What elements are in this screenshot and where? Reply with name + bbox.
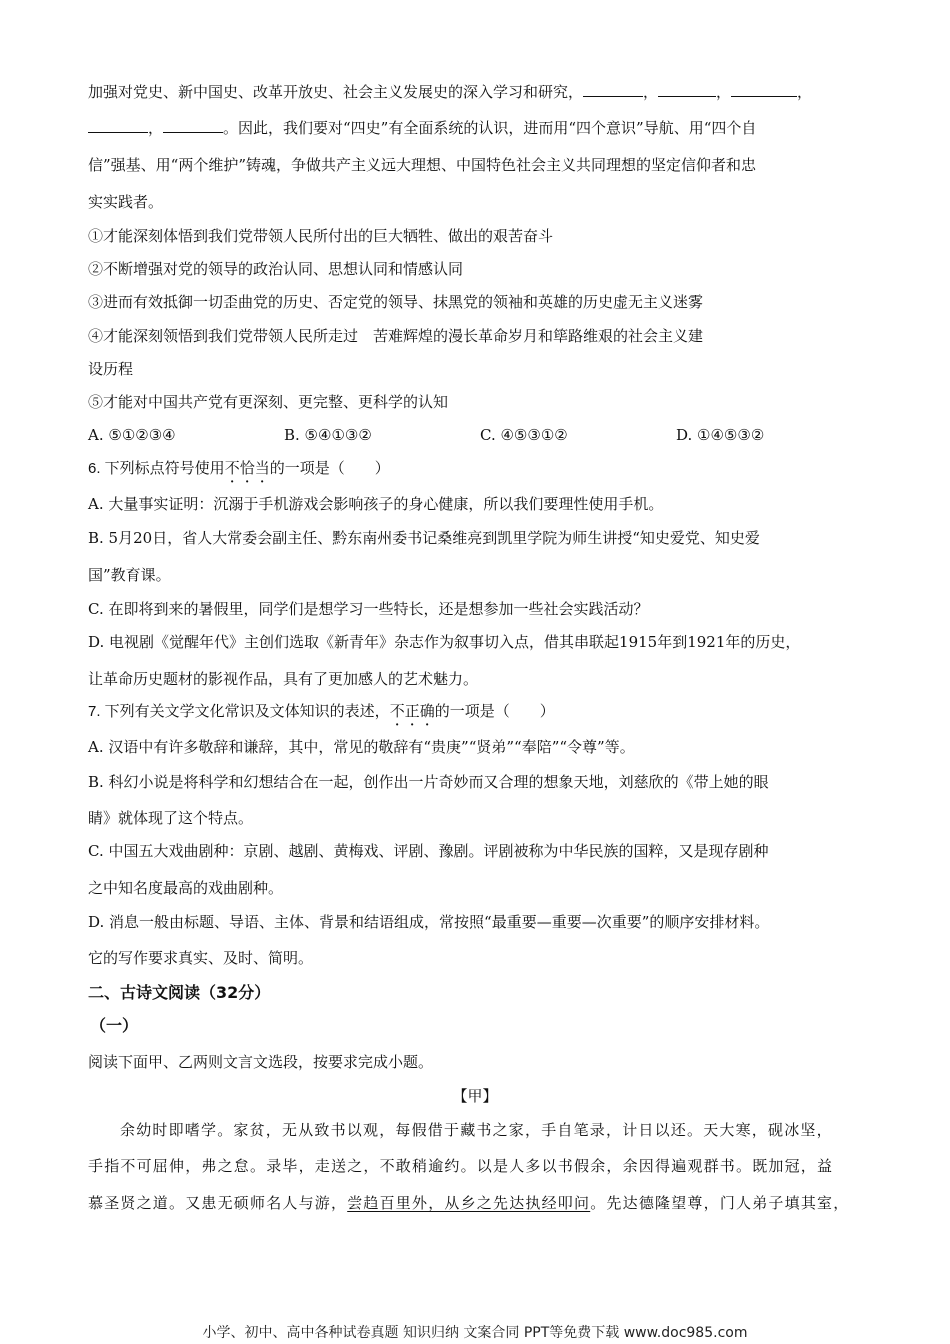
footer-watermark: 小学、初中、高中各种试卷真题 知识归纳 文案合同 PPT等免费下载 www.doc985.com [202,1325,748,1341]
subsection-title: （一） [90,1016,139,1035]
q6-stem: 6. 下列标点符号使用不恰当的一项是（ ） [88,460,390,477]
reading-instruction: 阅读下面甲、乙两则文言文选段，按要求完成小题。 [88,1053,434,1071]
answer-blank-5[interactable] [163,118,223,133]
item-2: ②不断增强对党的领导的政治认同、思想认同和情感认同 [88,260,464,278]
q7-emphasis: 不正确 [389,703,435,720]
q6-option-d[interactable]: D. 电视剧《觉醒年代》主创们选取《新青年》杂志作为叙事切入点，借其串联起1915年到1921年的历史， [88,633,801,651]
passage-line-2: 手指不可屈伸，弗之怠。录毕，走送之，不敢稍逾约。以是人多以书假余，余因得遍观群书。既加冠，益 [88,1157,834,1175]
q7-option-b-cont: 睛》就体现了这个特点。 [88,809,254,827]
option-d[interactable]: D. ①④⑤③② [676,426,765,444]
intro-line-4: 实实践者。 [88,193,164,211]
intro-line-1: 加强对党史、新中国史、改革开放史、社会主义发展史的深入学习和研究， ， ， ， [88,83,813,101]
option-a[interactable]: A. ⑤①②③④ [88,426,176,444]
q7-option-c[interactable]: C. 中国五大戏曲剧种：京剧、越剧、黄梅戏、评剧、豫剧。评剧被称为中华民族的国粹，又是现存剧种 [88,842,769,860]
item-3: ③进而有效抵御一切歪曲党的历史、否定党的领导、抹黑党的领袖和英雄的历史虚无主义迷雾 [88,293,704,311]
passage-jia-label: 【甲】 [452,1087,498,1105]
q6-option-c[interactable]: C. 在即将到来的暑假里，同学们是想学习一些特长，还是想参加一些社会实践活动？ [88,600,649,618]
option-b[interactable]: B. ⑤④①③② [284,426,372,444]
q6-emphasis: 不恰当 [224,460,270,477]
q6-option-d-cont: 让革命历史题材的影视作品，具有了更加感人的艺术魅力。 [88,670,479,688]
q7-option-a[interactable]: A. 汉语中有许多敬辞和谦辞，其中，常见的敬辞有“贵庚”“贤弟”“奉陪”“令尊”等。 [88,738,635,756]
item-4-cont: 设历程 [88,360,134,378]
q7-option-b[interactable]: B. 科幻小说是将科学和幻想结合在一起，创作出一片奇妙而又合理的想象天地，刘慈欣的《带上她的眼 [88,773,769,791]
answer-blank-4[interactable] [88,118,148,133]
intro-line-2: ， 。因此，我们要对“四史”有全面系统的认识，进而用“四个意识”导航、用“四个自 [88,118,756,138]
q6-option-b-cont: 国”教育课。 [88,566,171,584]
q7-option-c-cont: 之中知名度最高的戏曲剧种。 [88,879,284,897]
q5-options [88,425,764,445]
passage-line-1: 余幼时即嗜学。家贫，无从致书以观，每假借于藏书之家，手自笔录，计日以还。天大寒，砚冰坚， [120,1121,833,1139]
option-c[interactable]: C. ④⑤③①② [480,426,568,444]
answer-blank-1[interactable] [583,82,643,97]
underlined-sentence: 尝趋百里外，从乡之先达执经叩问 [347,1194,591,1212]
section-title: 二、古诗文阅读（32分） [88,983,271,1002]
answer-blank-2[interactable] [658,82,716,97]
q6-option-b[interactable]: B. 5月20日，省人大常委会副主任、黔东南州委书记桑维亮到凯里学院为师生讲授“知史爱党、知史爱 [88,529,760,547]
q7-stem: 7. 下列有关文学文化常识及文体知识的表述，不正确的一项是（ ） [88,703,555,720]
q6-option-a[interactable]: A. 大量事实证明：沉溺于手机游戏会影响孩子的身心健康，所以我们要理性使用手机。 [88,495,664,513]
intro-text-2: 。因此，我们要对“四史”有全面系统的认识，进而用“四个意识”导航、用“四个自 [223,119,757,137]
intro-line-3: 信”强基、用“两个维护”铸魂，争做共产主义远大理想、中国特色社会主义共同理想的坚定信仰者和忠 [88,156,757,174]
q7-option-d[interactable]: D. 消息一般由标题、导语、主体、背景和结语组成，常按照“最重要—重要—次重要”的顺序安排材料。 [88,913,770,931]
item-1: ①才能深刻体悟到我们党带领人民所付出的巨大牺牲、做出的艰苦奋斗 [88,227,554,245]
q7-option-d-cont: 它的写作要求真实、及时、简明。 [88,949,314,967]
passage-line-3: 慕圣贤之道。又患无硕师名人与游，尝趋百里外，从乡之先达执经叩问。先达德隆望尊，门人弟子填其室， [88,1194,850,1212]
item-4: ④才能深刻领悟到我们党带领人民所走过 苦难辉煌的漫长革命岁月和筚路维艰的社会主义建 [88,327,704,345]
item-5: ⑤才能对中国共产党有更深刻、更完整、更科学的认知 [88,393,449,411]
intro-text-1: 加强对党史、新中国史、改革开放史、社会主义发展史的深入学习和研究， [88,83,584,101]
answer-blank-3[interactable] [731,82,797,97]
